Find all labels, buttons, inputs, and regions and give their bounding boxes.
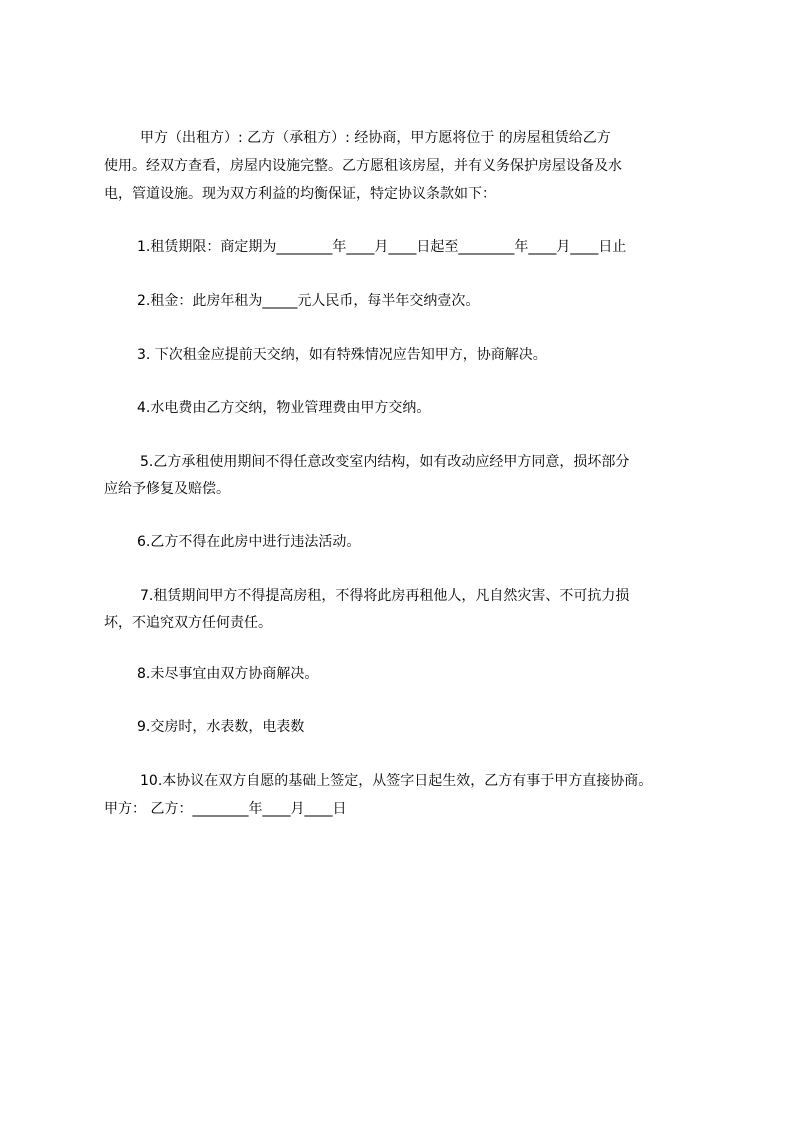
intro-line-1: 甲方（出租方）: 乙方（承租方）: 经协商，甲方愿将位于 的房屋租赁给乙方: [140, 130, 611, 146]
intro-line-3: 电，管道设施。现为双方利益的均衡保证，特定协议条款如下：: [104, 186, 496, 202]
clause-9-meter-readings: 9.交房时，水表数，电表数: [137, 719, 305, 735]
clause-3-payment-notice: 3. 下次租金应提前天交纳，如有特殊情况应告知甲方，协商解决。: [137, 347, 547, 363]
clause-10-effectiveness: 10.本协议在双方自愿的基础上签定，从签字日起生效，乙方有事于甲方直接协商。: [140, 773, 653, 789]
clause-2-rent: 2.租金：此房年租为_____元人民币，每半年交纳壹次。: [137, 293, 480, 309]
clause-1-lease-term: 1.租赁期限：商定期为________年____月____日起至________年____月____日止: [137, 239, 627, 255]
clause-5-structure-line-2: 应给予修复及赔偿。: [104, 481, 230, 497]
clause-7-rent-stability-line-2: 坏，不追究双方任何责任。: [104, 615, 272, 631]
intro-line-2: 使用。经双方查看，房屋内设施完整。乙方愿租该房屋，并有义务保护房屋设备及水: [104, 158, 622, 174]
clause-6-legal-use: 6.乙方不得在此房中进行违法活动。: [137, 534, 361, 550]
clause-4-utilities: 4.水电费由乙方交纳，物业管理费由甲方交纳。: [137, 400, 431, 416]
clause-7-rent-stability-line-1: 7.租赁期间甲方不得提高房租，不得将此房再租他人，凡自然灾害、不可抗力损: [140, 588, 630, 604]
signature-line: 甲方： 乙方：________年____月____日: [104, 801, 347, 817]
clause-8-other-matters: 8.未尽事宜由双方协商解决。: [137, 666, 319, 682]
clause-5-structure-line-1: 5.乙方承租使用期间不得任意改变室内结构，如有改动应经甲方同意，损坏部分: [140, 454, 630, 470]
